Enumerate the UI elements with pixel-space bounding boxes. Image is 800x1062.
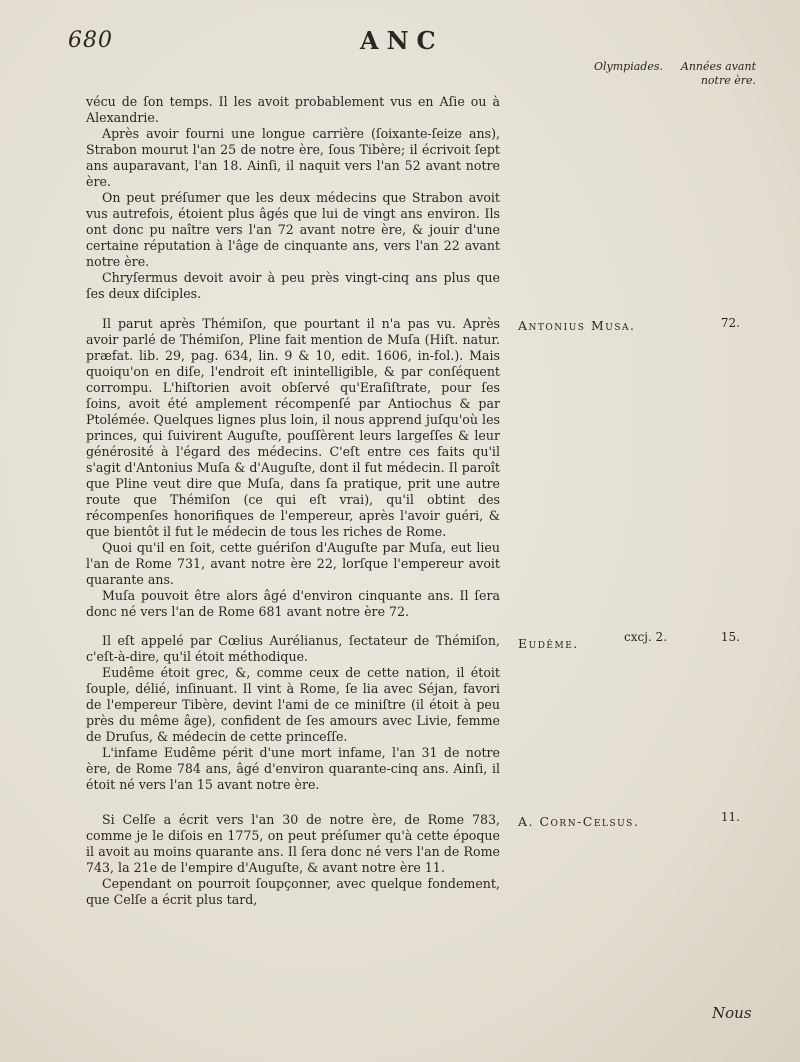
paragraph: Quoi qu'il en ſoit, cette guériſon d'Auguſte par Muſa, eut lieu l'an de Rome 731, avant notre ère 22, lorſque l'empereur avoit quarante ans. bbox=[86, 540, 500, 587]
paragraph: Chryſermus devoit avoir à peu près vingt-cinq ans plus que ſes deux diſciples. bbox=[86, 270, 500, 301]
margin-entry-year: 72. bbox=[720, 316, 740, 330]
paragraph: Il parut après Thémiſon, que pourtant il n'a pas vu. Après avoir parlé de Thémiſon, Pline fait mention de Muſa (Hiſt. natur. præfat. lib. 29, pag. 634, lin. 9 & 10, edit. 1606, in-fol.). Mais quoiqu'on en diſe, l'endroit eſt inintelligible, & par conſéquent corrompu. L'hiſtorien avoit obſervé qu'Eraſiſtrate, pour ſes ſoins, avoit été amplement récompenſé par Antiochus & par Ptolémée. Quelques lignes plus loin, il nous apprend juſqu'où les princes, qui ſuivirent Auguſte, pouſſèrent leurs largeſſes & leur générosité à l'égard des médecins. C'eſt entre ces faits qu'il s'agit d'Antonius Muſa & d'Auguſte, dont il fut médecin. Il paroît que Pline veut dire que Muſa, dans ſa pratique, prit une autre route que Thémiſon (ce qui eſt vrai), qu'il obtint des récompenſes honorifiques de l'empereur, après l'avoir guéri, & que bientôt il fut le médecin de tous les riches de Rome. bbox=[86, 316, 500, 539]
section-strabon bbox=[86, 94, 500, 302]
margin-entry-year: 11. bbox=[720, 810, 740, 824]
column-heading-years-line1: Années avant bbox=[680, 60, 756, 73]
paragraph: Si Celſe a écrit vers l'an 30 de notre ère, de Rome 783, comme je le diſois en 1775, on peut préſumer qu'à cette époque il avoit au moins quarante ans. Il ſera donc né vers l'an de Rome 743, la 21e de l'empire d'Auguſte, & avant notre ère 11. bbox=[86, 812, 500, 875]
column-heading-years bbox=[672, 60, 756, 88]
margin-entry-name: A. Corn-Celsus. bbox=[518, 814, 640, 829]
section-celsus bbox=[86, 812, 500, 908]
margin-entry-olympiad: cxcj. 2. bbox=[624, 630, 668, 644]
paragraph: Eudême étoit grec, &, comme ceux de cette nation, il étoit ſouple, délié, inſinuant. Il vint à Rome, ſe lia avec Séjan, favori de l'empereur Tibère, devint l'ami de ce miniſtre (il étoit à peu près du même âge), confident de ſes amours avec Livie, femme de Druſus, & médecin de cette princeſſe. bbox=[86, 665, 500, 744]
paragraph: vécu de ſon temps. Il les avoit probablement vus en Aſie ou à Alexandrie. bbox=[86, 94, 500, 125]
column-heading-years-line2: notre ère. bbox=[700, 74, 756, 87]
section-antonius-musa bbox=[86, 316, 500, 620]
margin-entry-year: 15. bbox=[720, 630, 740, 644]
paragraph: On peut préſumer que les deux médecins que Strabon avoit vus autrefois, étoient plus âgés que lui de vingt ans environ. Ils ont donc pu naître vers l'an 72 avant notre ère, & jouir d'une certaine réputation à l'âge de cinquante ans, vers l'an 22 avant notre ère. bbox=[86, 190, 500, 269]
section-eudeme bbox=[86, 633, 500, 793]
column-heading-olympiades: Olympiades. bbox=[594, 60, 663, 73]
paragraph: L'infame Eudême périt d'une mort infame, l'an 31 de notre ère, de Rome 784 ans, âgé d'environ quarante-cinq ans. Ainſi, il étoit né vers l'an 15 avant notre ère. bbox=[86, 745, 500, 792]
running-head: ANC bbox=[360, 26, 444, 55]
paragraph: Cependant on pourroit ſoupçonner, avec quelque fondement, que Celſe a écrit plus tard, bbox=[86, 876, 500, 907]
margin-entry-name: Eudême. bbox=[518, 636, 579, 651]
paragraph: Muſa pouvoit être alors âgé d'environ cinquante ans. Il ſera donc né vers l'an de Rome 681 avant notre ère 72. bbox=[86, 588, 500, 619]
margin-entry-name: Antonius Musa. bbox=[518, 318, 636, 333]
catchword: Nous bbox=[712, 1004, 752, 1022]
paragraph: Après avoir fourni une longue carrière (ſoixante-ſeize ans), Strabon mourut l'an 25 de notre ère, ſous Tibère; il écrivoit ſept ans auparavant, l'an 18. Ainſi, il naquit vers l'an 52 avant notre ère. bbox=[86, 126, 500, 189]
paragraph: Il eſt appelé par Cœlius Aurélianus, ſectateur de Thémiſon, c'eſt-à-dire, qu'il étoit méthodique. bbox=[86, 633, 500, 664]
page-number: 680 bbox=[68, 28, 113, 53]
